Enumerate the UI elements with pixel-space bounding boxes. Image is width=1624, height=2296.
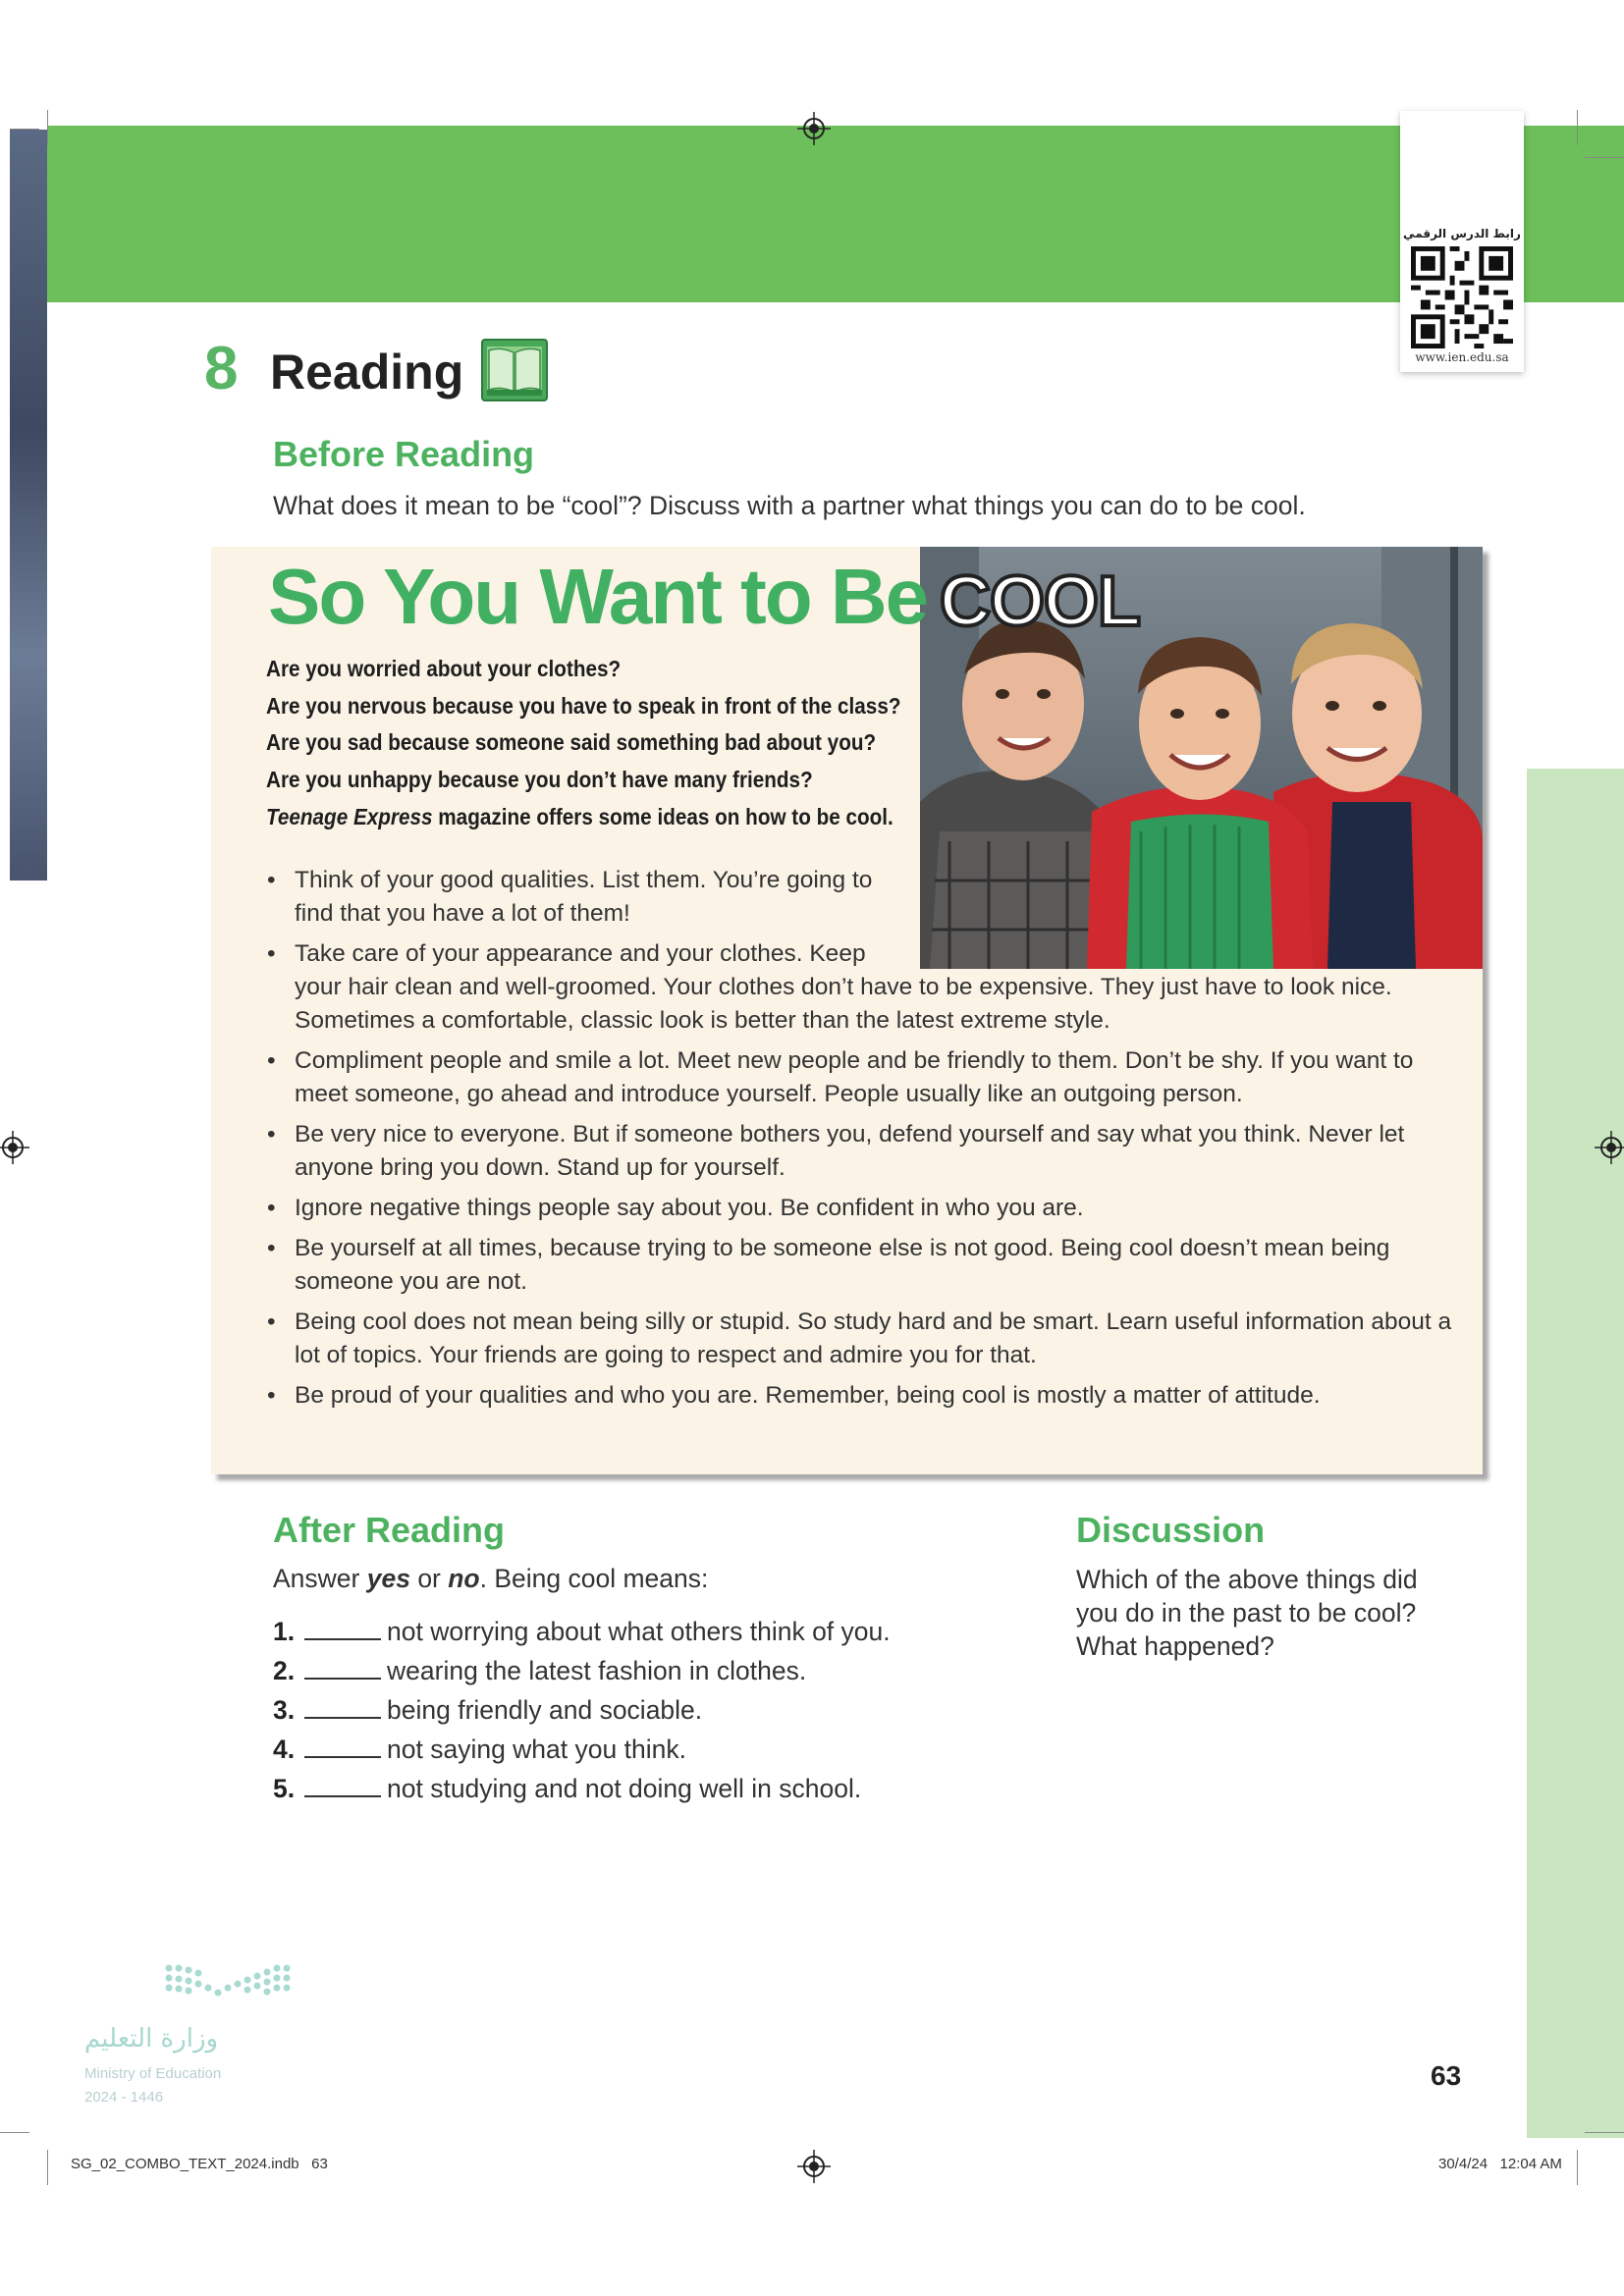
answer-item: [273, 1693, 891, 1733]
answer-item: [273, 1615, 891, 1654]
open-book-icon: [481, 339, 548, 401]
page-number: 63: [1431, 2060, 1462, 2091]
tip-item: • Be yourself at all times, because trying to be someone else is not good. Being cool doesn’t mean being someone you are not.: [265, 1232, 1458, 1299]
magazine-name: Teenage Express: [266, 804, 433, 829]
qr-url: www.ien.edu.sa: [1415, 350, 1509, 364]
tip-item: • Be very nice to everyone. But if someone bothers you, defend yourself and say what you think. Never let anyone bring you down. Stand up for yourself.: [265, 1118, 1458, 1185]
or-word: or: [409, 1564, 449, 1593]
yes-word: yes: [366, 1564, 410, 1593]
left-edge-strip: [10, 130, 47, 881]
tip-item: • Take care of your appearance and your clothes. Keep your hair clean and well-groomed. Your clothes don’t have to be expensive. They just have to look nice. Sometimes a comfortable, classic look is better than the latest extreme style.: [265, 937, 1458, 1038]
right-side-panel: [1527, 769, 1624, 2138]
answer-blank[interactable]: [304, 1735, 381, 1758]
ministry-logo-icon: [79, 1958, 334, 2027]
section-number: 8: [204, 335, 239, 402]
tip-item: • Be proud of your qualities and who you are. Remember, being cool is mostly a matter of attitude.: [265, 1379, 1458, 1413]
after-reading-instruction: [273, 1564, 708, 1594]
registration-mark-icon: [1595, 1131, 1624, 1164]
crop-mark: [1585, 157, 1624, 158]
crop-mark: [1585, 2132, 1624, 2133]
tip-item: • Think of your good qualities. List them. You’re going to find that you have a lot of them!: [265, 864, 1458, 931]
header-band: [47, 126, 1624, 302]
before-reading-title: Before Reading: [273, 434, 535, 474]
intro-magazine-line: [266, 804, 893, 830]
crop-mark: [47, 2150, 48, 2185]
item-number: 1.: [273, 1617, 296, 1646]
registration-mark-icon: [797, 112, 831, 145]
article-title-cool-word: COOL: [940, 562, 1140, 641]
instruction-suffix: . Being cool means:: [479, 1564, 709, 1593]
crop-mark: [1577, 2150, 1578, 2185]
print-slug-date: 30/4/24 12:04 AM: [1438, 2156, 1562, 2172]
item-number: 2.: [273, 1656, 296, 1685]
tip-item: • Ignore negative things people say about you. Be confident in who you are.: [265, 1192, 1458, 1225]
answer-item: [273, 1772, 891, 1811]
crop-mark: [0, 2132, 29, 2133]
registration-mark-icon: [797, 2150, 831, 2183]
intro-question: Are you nervous because you have to speak in front of the class?: [266, 693, 901, 719]
intro-question: Are you unhappy because you don’t have many friends?: [266, 767, 813, 792]
item-number: 4.: [273, 1735, 296, 1764]
ministry-year: 2024 - 1446: [84, 2089, 164, 2106]
intro-question: Are you sad because someone said something bad about you?: [266, 729, 877, 755]
print-slug-file: SG_02_COMBO_TEXT_2024.indb 63: [71, 2156, 328, 2172]
crop-mark: [10, 129, 39, 130]
tip-item: • Being cool does not mean being silly or stupid. So study hard and be smart. Learn useful information about a lot of topics. Your friends are going to respect and admire you for that.: [265, 1306, 1458, 1372]
ministry-english-name: Ministry of Education: [84, 2065, 222, 2082]
answer-item: [273, 1733, 891, 1772]
no-word: no: [448, 1564, 480, 1593]
item-text: not worrying about what others think of you.: [387, 1617, 891, 1646]
tip-item: • Compliment people and smile a lot. Meet new people and be friendly to them. Don’t be shy. If you want to meet someone, go ahead and introduce yourself. People usually like an outgoing person.: [265, 1044, 1458, 1111]
answer-blank[interactable]: [304, 1617, 381, 1640]
intro-magazine-rest: magazine offers some ideas on how to be cool.: [432, 804, 893, 829]
section-title: Reading: [270, 345, 464, 400]
qr-code-icon[interactable]: [1410, 246, 1514, 348]
tips-list: [265, 864, 1458, 1419]
discussion-title: Discussion: [1076, 1510, 1266, 1550]
article-title: So You Want to Be: [268, 553, 928, 640]
intro-question: Are you worried about your clothes?: [266, 656, 622, 681]
ministry-arabic-name: وزارة التعليم: [84, 2024, 219, 2054]
crop-mark: [1577, 110, 1578, 145]
answer-blank[interactable]: [304, 1695, 381, 1719]
qr-caption: رابط الدرس الرقمي: [1403, 227, 1521, 240]
after-reading-list: [273, 1615, 891, 1811]
answer-blank[interactable]: [304, 1774, 381, 1797]
item-number: 5.: [273, 1774, 296, 1803]
discussion-text: Which of the above things did you do in the past to be cool? What happened?: [1076, 1565, 1418, 1661]
before-reading-text: What does it mean to be “cool”? Discuss with a partner what things you can do to be cool.: [273, 491, 1306, 520]
registration-mark-icon: [0, 1131, 29, 1164]
item-text: wearing the latest fashion in clothes.: [387, 1656, 807, 1685]
answer-item: [273, 1654, 891, 1693]
item-text: not studying and not doing well in school.: [387, 1774, 862, 1803]
after-reading-title: After Reading: [273, 1510, 506, 1550]
crop-mark: [47, 110, 48, 145]
item-text: being friendly and sociable.: [387, 1695, 703, 1725]
digital-lesson-qr-card[interactable]: [1400, 111, 1524, 372]
instruction-prefix: Answer: [273, 1564, 367, 1593]
item-text: not saying what you think.: [387, 1735, 686, 1764]
item-number: 3.: [273, 1695, 296, 1725]
answer-blank[interactable]: [304, 1656, 381, 1680]
